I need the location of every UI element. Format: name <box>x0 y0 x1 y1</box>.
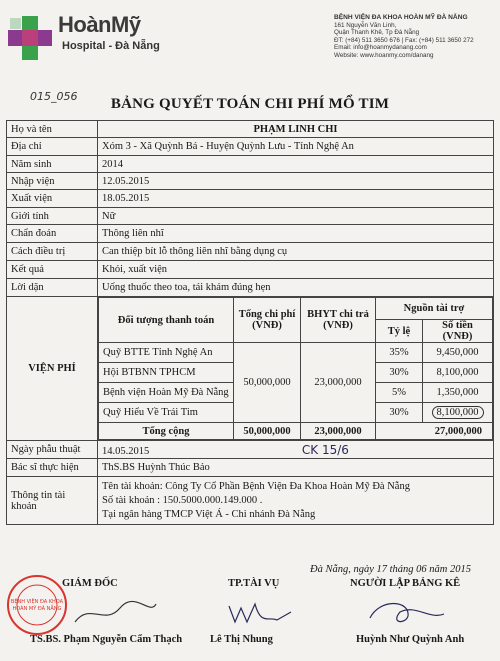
payer-header: Đối tượng thanh toán <box>99 298 234 343</box>
admit-label: Nhập viện <box>7 173 98 190</box>
total-cost-header: Tổng chi phí (VNĐ) <box>234 298 301 343</box>
bhyt-value: 23,000,000 <box>301 343 376 423</box>
payer-name: Quỹ BTTE Tỉnh Nghệ An <box>99 343 234 363</box>
account-number: Số tài khoản : 150.5000.000.149.000 . <box>102 494 263 506</box>
result: Khỏi, xuất viện <box>98 261 494 279</box>
admit-date: 12.05.2015 <box>98 173 494 190</box>
payer-amount: 1,350,000 <box>423 383 493 403</box>
payer-name: Quỹ Hiểu Về Trái Tim <box>99 403 234 423</box>
maker-signature <box>360 594 450 630</box>
payer-amount: 9,450,000 <box>423 343 493 363</box>
account-name: Tên tài khoản: Công Ty Cổ Phần Bệnh Viện Đa Khoa Hoàn Mỹ Đà Nẵng <box>102 480 410 492</box>
total-cost-value: 50,000,000 <box>234 343 301 423</box>
payer-name: Bệnh viện Hoàn Mỹ Đà Nẵng <box>99 383 234 403</box>
advice: Uống thuốc theo toa, tái khám đúng hẹn <box>98 279 494 297</box>
hospital-name: BỆNH VIỆN ĐA KHOA HOÀN MỸ ĐÀ NẴNG <box>334 14 468 21</box>
maker-name: Huỳnh Như Quỳnh Anh <box>356 634 465 645</box>
rate-header: Tỷ lệ <box>376 320 423 343</box>
handwritten-note: CK 15/6 <box>301 442 349 457</box>
discharge-date: 18.05.2015 <box>98 190 494 208</box>
result-label: Kết quả <box>7 261 98 279</box>
payer-amount: 8,100,000 <box>423 363 493 383</box>
settlement-table <box>6 120 494 525</box>
payer-rate: 30% <box>376 403 423 423</box>
payer-amount <box>423 403 493 423</box>
amount-header: Số tiền (VNĐ) <box>423 320 493 343</box>
sources-header: Nguồn tài trợ <box>376 298 493 320</box>
discharge-label: Xuất viện <box>7 190 98 208</box>
finance-signature <box>225 596 295 630</box>
fees-section-label: VIỆN PHÍ <box>7 297 98 441</box>
sex-label: Giới tính <box>7 208 98 225</box>
payer-rate: 5% <box>376 383 423 403</box>
patient-name: PHẠM LINH CHI <box>98 121 494 138</box>
name-label: Họ và tên <box>7 121 98 138</box>
logo-name: HoànMỹ <box>58 12 141 37</box>
diagnosis: Thông liên nhĩ <box>98 225 494 243</box>
circled-amount: 8,100,000 <box>432 406 484 419</box>
logo-subtitle: Hospital - Đà Nẵng <box>62 40 160 52</box>
hospital-cross-logo-icon <box>6 14 54 62</box>
address-label: Địa chỉ <box>7 138 98 156</box>
patient-sex: Nữ <box>98 208 494 225</box>
handwritten-doc-code: 015_056 <box>30 90 78 103</box>
hospital-info <box>334 14 500 60</box>
payer-rate: 35% <box>376 343 423 363</box>
birth-label: Năm sinh <box>7 156 98 173</box>
hospital-address-2: Quận Thanh Khê, Tp Đà Nẵng <box>334 29 420 37</box>
treatment: Can thiệp bít lỗ thông liên nhĩ bằng dụng cụ <box>98 243 494 261</box>
advice-label: Lời dặn <box>7 279 98 297</box>
sum-total-cost: 50,000,000 <box>234 423 301 440</box>
account-label: Thông tin tài khoản <box>7 477 98 525</box>
doctor-name: ThS.BS Huỳnh Thúc Bảo <box>98 459 494 477</box>
date-line: Đà Nẵng, ngày 17 tháng 06 năm 2015 <box>310 564 471 575</box>
fees-table <box>98 297 493 440</box>
sum-bhyt: 23,000,000 <box>301 423 376 440</box>
director-signature <box>70 596 160 630</box>
hospital-email: Email: info@hoanmydanang.com <box>334 44 427 52</box>
document-title: BẢNG QUYẾT TOÁN CHI PHÍ MỔ TIM <box>110 96 390 112</box>
svg-text:HOÀN MỸ ĐÀ NẴNG: HOÀN MỸ ĐÀ NẴNG <box>12 606 62 612</box>
birth-year: 2014 <box>98 156 494 173</box>
finance-name: Lê Thị Nhung <box>210 634 273 645</box>
sum-amount: 27,000,000 <box>376 423 493 440</box>
payer-name: Hội BTBNN TPHCM <box>99 363 234 383</box>
director-title: GIÁM ĐỐC <box>62 578 118 589</box>
hospital-website: Website: www.hoanmy.com/danang <box>334 51 434 59</box>
finance-title: TP.TÀI VỤ <box>228 578 280 589</box>
surgery-date: 14.05.2015 <box>102 445 150 457</box>
company-stamp <box>6 574 68 636</box>
svg-text:BỆNH VIỆN ĐA KHOA: BỆNH VIỆN ĐA KHOA <box>10 599 64 605</box>
bhyt-header: BHYT chi trả (VNĐ) <box>301 298 376 343</box>
treatment-label: Cách điều trị <box>7 243 98 261</box>
patient-address: Xóm 3 - Xã Quỳnh Bá - Huyện Quỳnh Lưu - Tỉnh Nghệ An <box>98 138 494 156</box>
hospital-phone: ĐT: (+84) 511 3650 676 | Fax: (+84) 511 3650 272 <box>334 36 474 44</box>
sum-label: Tổng cộng <box>99 423 234 440</box>
payer-rate: 30% <box>376 363 423 383</box>
maker-title: NGƯỜI LẬP BẢNG KÊ <box>350 578 461 589</box>
diagnosis-label: Chẩn đoán <box>7 225 98 243</box>
hospital-address-1: 161 Nguyễn Văn Linh, <box>334 21 397 29</box>
account-bank: Tại ngân hàng TMCP Việt Á - Chi nhánh Đà Nẵng <box>102 508 316 520</box>
director-name: TS.BS. Phạm Nguyễn Cẩm Thạch <box>30 634 183 645</box>
doctor-label: Bác sĩ thực hiện <box>7 459 98 477</box>
surgery-cell <box>98 441 494 459</box>
surgery-label: Ngày phẫu thuật <box>7 441 98 459</box>
